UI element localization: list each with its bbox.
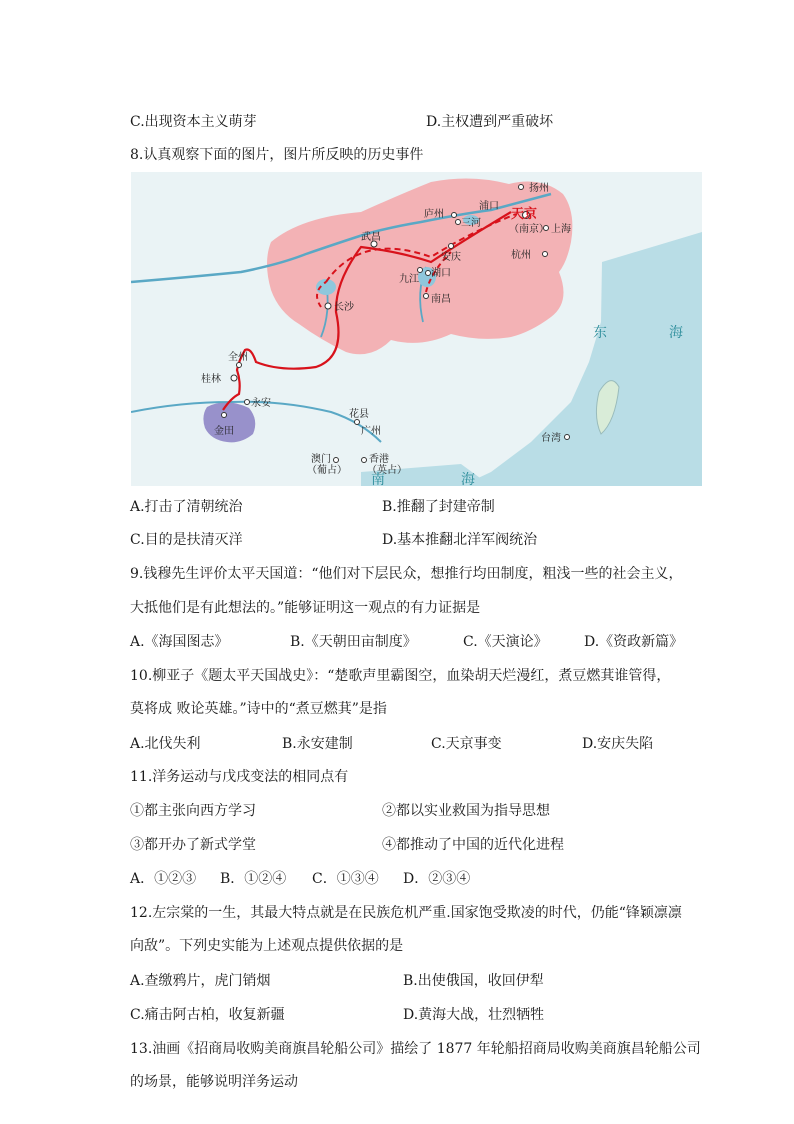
- map-label-luzhou: 庐州: [424, 209, 444, 220]
- map-label-hongkong-note: （英占）: [367, 465, 407, 476]
- map-label-anqing: 安庆: [441, 252, 461, 263]
- q9-option-c: C.《天演论》: [463, 634, 548, 650]
- map-label-pukou: 浦口: [479, 201, 499, 212]
- q12-option-b: B.出使俄国，收回伊犁: [403, 973, 544, 989]
- q11-option-b: B．①②④: [220, 871, 287, 887]
- q8-stem: 8.认真观察下面的图片，图片所反映的历史事件: [130, 147, 424, 163]
- map-label-yongan: 永安: [251, 398, 271, 409]
- q8-option-c: C.目的是扶清灭洋: [130, 532, 243, 548]
- map-label-quanzhou: 全州: [228, 352, 248, 363]
- q12-stem-line1: 12.左宗棠的一生，其最大特点就是在民族危机严重.国家饱受欺凌的时代，仍能“锋颖凛凛: [130, 905, 682, 921]
- q10-stem-line1: 10.柳亚子《题太平天国战史》：“楚歌声里霸图空，血染胡天烂漫红，煮豆燃萁谁管得，: [130, 668, 671, 684]
- map-label-jintian: 金田: [214, 426, 234, 437]
- q8-option-b: B.推翻了封建帝制: [382, 499, 495, 515]
- q9-option-a: A.《海国图志》: [130, 634, 229, 650]
- map-label-jiujiang: 九江: [399, 274, 419, 285]
- q12-option-c: C.痛击阿古柏，收复新疆: [130, 1007, 285, 1023]
- map-label-dong: 东: [593, 325, 609, 341]
- map-label-shanghai: 上海: [551, 224, 571, 235]
- q13-stem-line1: 13.油画《招商局收购美商旗昌轮船公司》描绘了 1877 年轮船招商局收购美商旗昌轮船公司: [130, 1041, 701, 1057]
- q10-option-b: B.永安建制: [282, 736, 353, 752]
- map-label-guangzhou: 广州: [361, 426, 381, 437]
- map-label-hongkong: 香港: [369, 454, 389, 465]
- map-label-macau: 澳门: [311, 454, 331, 465]
- q10-option-d: D.安庆失陷: [582, 736, 654, 752]
- q11-item-1: ①都主张向西方学习: [130, 803, 256, 819]
- map-label-guilin: 桂林: [201, 374, 221, 385]
- q11-stem: 11.洋务运动与戊戌变法的相同点有: [130, 769, 349, 785]
- q9-option-b: B.《天朝田亩制度》: [290, 634, 417, 650]
- q11-item-2: ②都以实业救国为指导思想: [382, 803, 550, 819]
- q13-stem-line2: 的场景，能够说明洋务运动: [130, 1074, 298, 1090]
- map-label-hai2: 海: [461, 472, 477, 486]
- map-label-nanchang: 南昌: [431, 294, 451, 305]
- map-label-changsha: 长沙: [334, 302, 354, 313]
- map-label-tianjing: 天京: [511, 207, 538, 222]
- map-label-yangzhou: 扬州: [529, 183, 549, 194]
- q10-option-a: A.北伐失利: [130, 736, 201, 752]
- q8-option-d: D.基本推翻北洋军阀统治: [382, 532, 538, 548]
- map-label-hukou: 湖口: [431, 268, 451, 279]
- map-label-huaxian: 花县: [349, 409, 369, 420]
- q11-option-c: C．①③④: [312, 871, 379, 887]
- q11-item-4: ④都推动了中国的近代化进程: [382, 837, 564, 853]
- map-label-sanhe: 三河: [461, 218, 481, 229]
- map-label-hai: 海: [669, 325, 685, 341]
- map-label-hangzhou: 杭州: [511, 250, 531, 261]
- map-label-wuchang: 武昌: [361, 232, 381, 243]
- q12-option-a: A.查缴鸦片，虎门销烟: [130, 973, 271, 989]
- map-label-nanjing: （南京）: [509, 224, 549, 235]
- q11-option-a: A．①②③: [130, 871, 197, 887]
- q12-option-d: D.黄海大战，壮烈牺牲: [403, 1007, 545, 1023]
- q11-option-d: D．②③④: [403, 871, 471, 887]
- q7-option-d: D.主权遭到严重破坏: [426, 114, 554, 130]
- q12-stem-line2: 向敌”。下列史实能为上述观点提供依据的是: [130, 938, 404, 954]
- q8-option-a: A.打击了清朝统治: [130, 499, 243, 515]
- q10-option-c: C.天京事变: [431, 736, 502, 752]
- taiping-map: [131, 172, 702, 486]
- q10-stem-line2: 莫将成 败论英雄。”诗中的“煮豆燃萁”是指: [130, 701, 387, 717]
- q9-stem-line2: 大抵他们是有此想法的。”能够证明这一观点的有力证据是: [130, 600, 481, 616]
- map-label-taiwan: 台湾: [541, 433, 561, 444]
- map-label-nan: 南: [371, 472, 387, 486]
- map-label-macau-note: （葡占）: [307, 465, 347, 476]
- q9-option-d: D.《资政新篇》: [584, 634, 684, 650]
- q7-option-c: C.出现资本主义萌芽: [130, 114, 257, 130]
- q11-item-3: ③都开办了新式学堂: [130, 837, 256, 853]
- q9-stem-line1: 9.钱穆先生评价太平天国道：“他们对下层民众，想推行均田制度，粗浅一些的社会主义，: [130, 566, 683, 582]
